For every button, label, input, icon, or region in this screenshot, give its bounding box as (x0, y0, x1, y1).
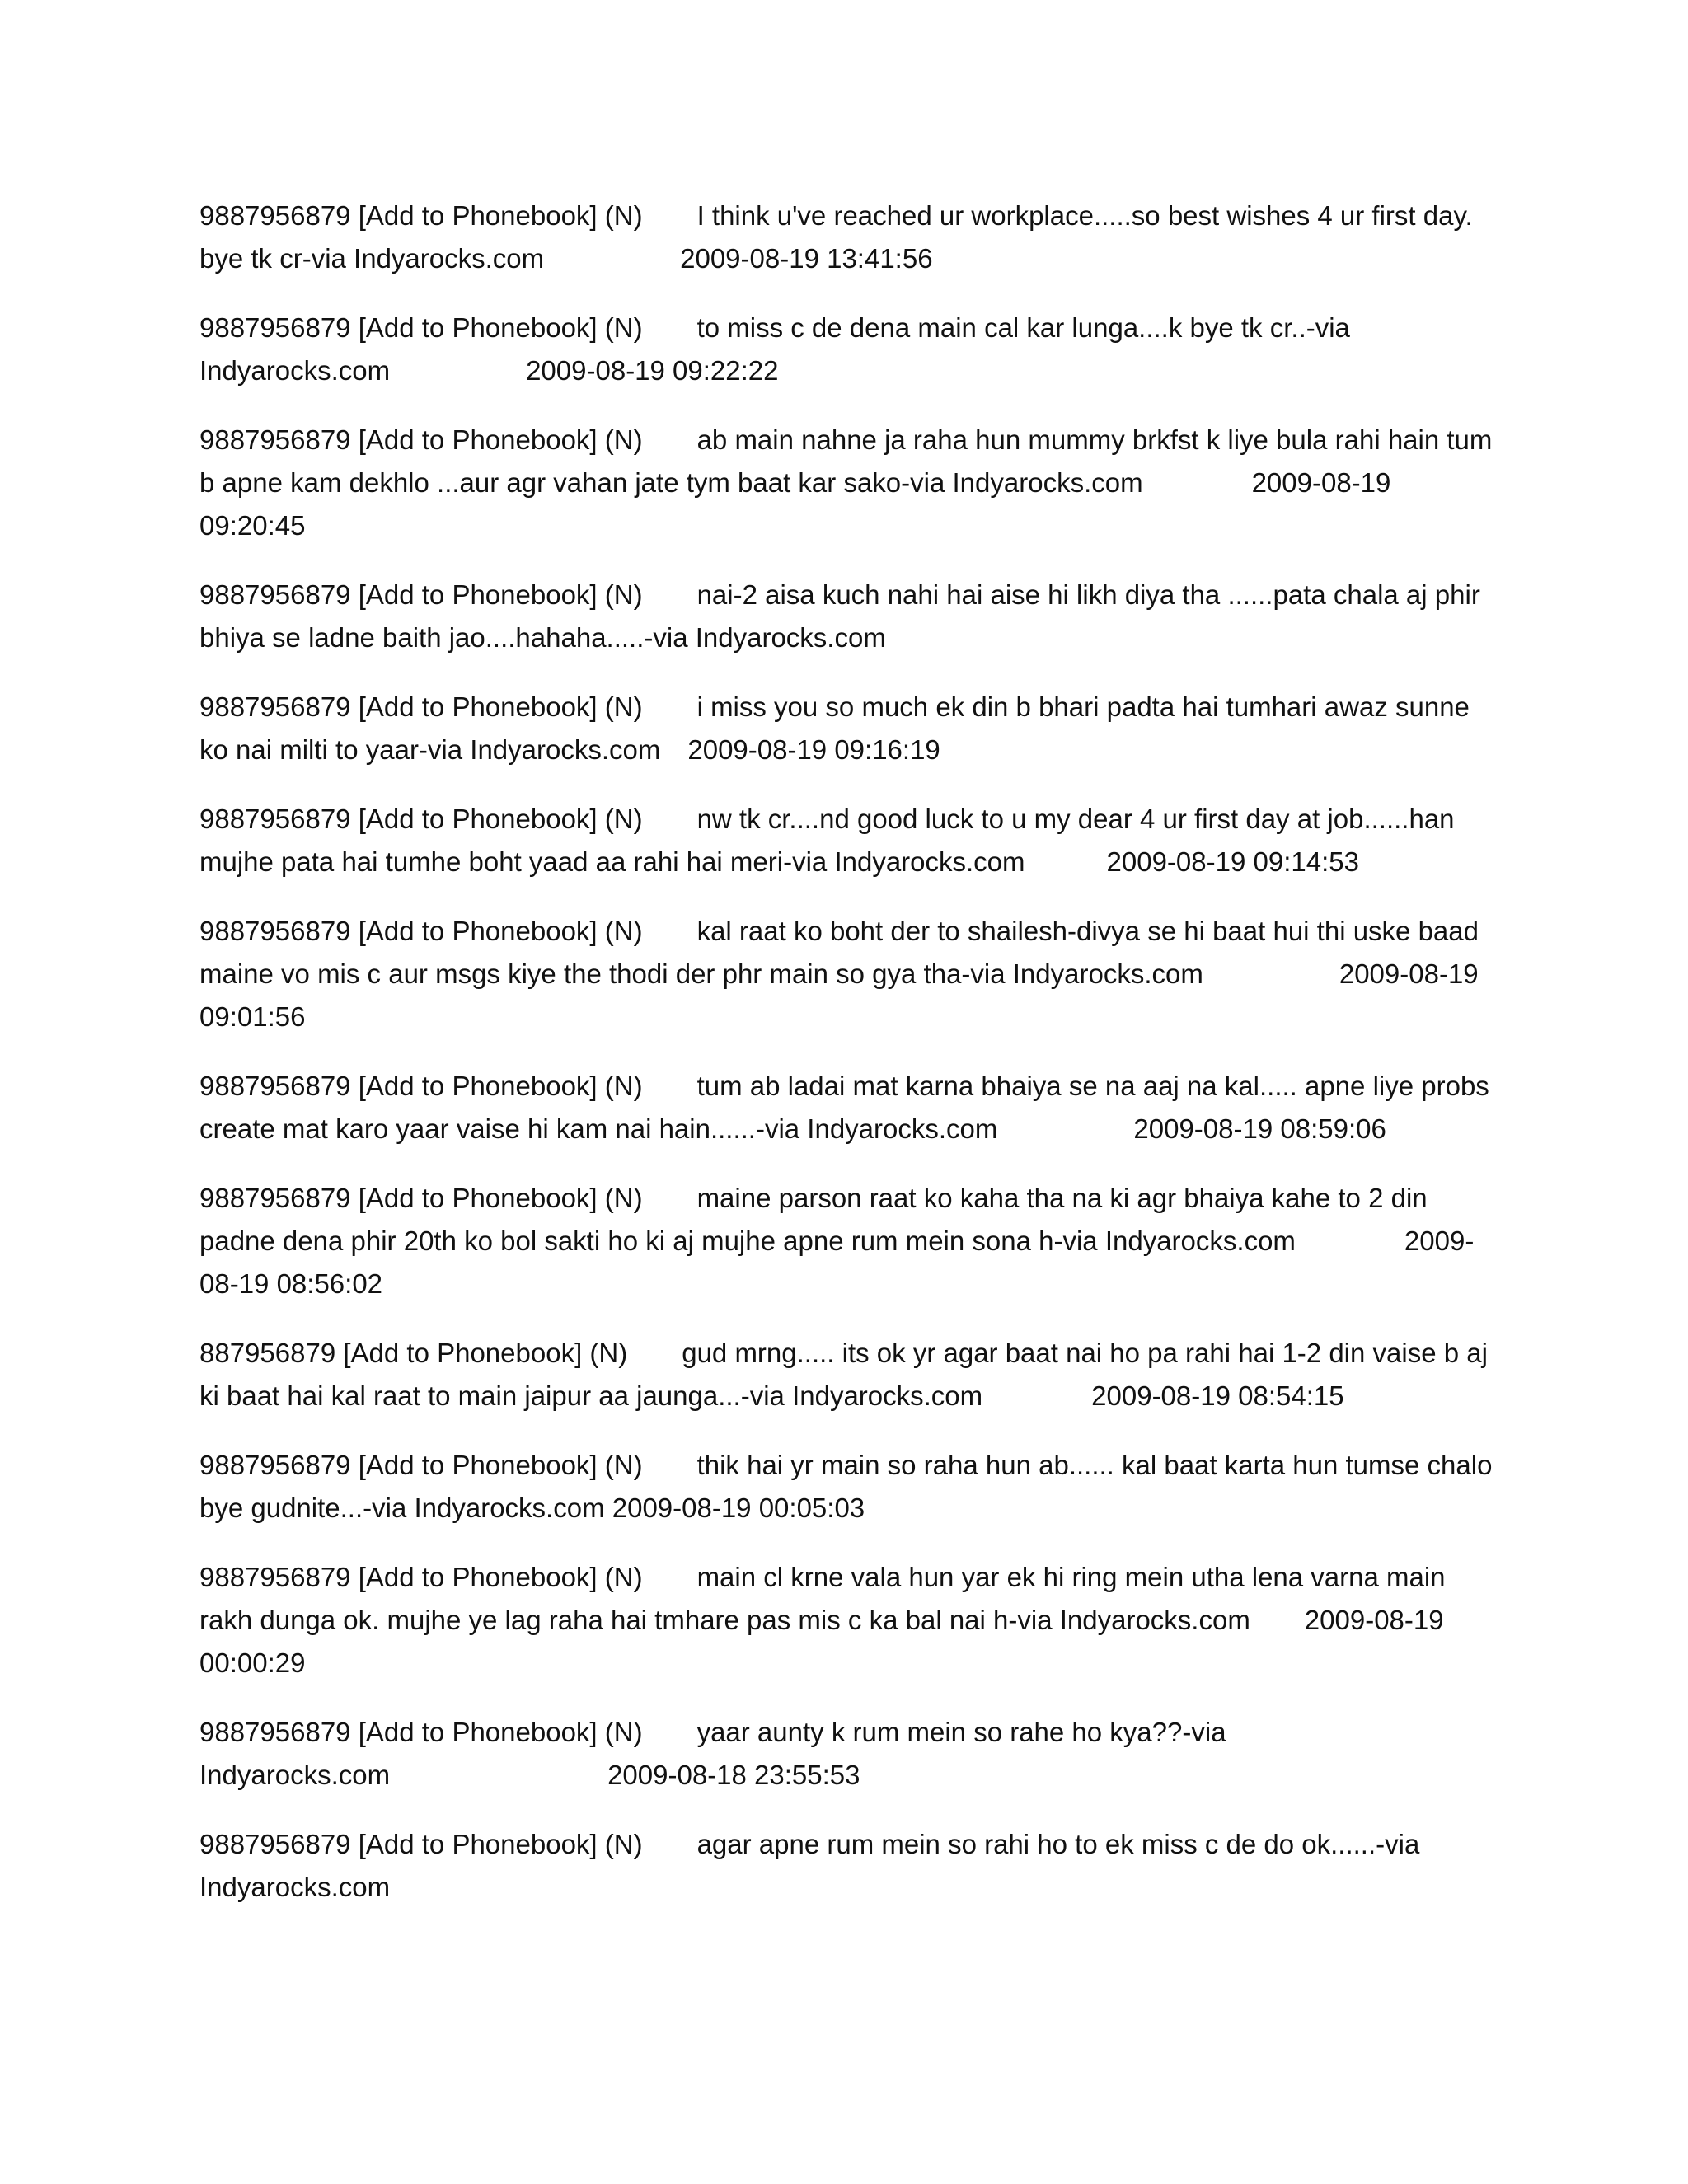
message-entry: 9887956879 [Add to Phonebook] (N) nai-2 aisa kuch nahi hai aise hi likh diya tha ......pata chala aj phir bhiya se ladne baith jao....hahaha.....-via Indyarocks.com (199, 579, 1488, 653)
message-entry: 9887956879 [Add to Phonebook] (N) I think u've reached ur workplace.....so best wishes 4 ur first day. bye tk cr-via Indyarocks.com 2009-08-19 13:41:56 (199, 200, 1480, 274)
message-entry: 9887956879 [Add to Phonebook] (N) i miss you so much ek din b bhari padta hai tumhari awaz sunne ko nai milti to yaar-via Indyarocks.com 2009-08-19 09:16:19 (199, 691, 1478, 765)
message-entry: 9887956879 [Add to Phonebook] (N) maine parson raat ko kaha tha na ki agr bhaiya kahe to 2 din padne dena phir 20th ko bol sakti ho ki aj mujhe apne rum mein sona h-via Indyarocks.com 2009-08-19 08:56:02 (199, 1183, 1475, 1299)
message-entry: 887956879 [Add to Phonebook] (N) gud mrng..... its ok yr agar baat nai ho pa rahi hai 1-2 din vaise b aj ki baat hai kal raat to main jaipur aa jaunga...-via Indyarocks.com 2009-08-19 08:54:15 (199, 1338, 1496, 1411)
message-entry: 9887956879 [Add to Phonebook] (N) kal raat ko boht der to shailesh-divya se hi baat hui thi uske baad maine vo mis c aur msgs kiye the thodi der phr main so gya tha-via Indyarocks.com 2009-08-19 09:01:56 (199, 916, 1487, 1032)
message-entry: 9887956879 [Add to Phonebook] (N) thik hai yr main so raha hun ab...... kal baat karta hun tumse chalo bye gudnite...-via Indyarocks.com 2009-08-19 00:05:03 (199, 1450, 1500, 1523)
message-entry: 9887956879 [Add to Phonebook] (N) yaar aunty k rum mein so rahe ho kya??-via Indyarocks.com 2009-08-18 23:55:53 (199, 1717, 1234, 1790)
message-entry: 9887956879 [Add to Phonebook] (N) agar apne rum mein so rahi ho to ek miss c de do ok......-via Indyarocks.com (199, 1829, 1428, 1902)
message-entry: 9887956879 [Add to Phonebook] (N) main cl krne vala hun yar ek hi ring mein utha lena varna main rakh dunga ok. mujhe ye lag raha hai tmhare pas mis c ka bal nai h-via Indyarocks.com 2009-08-19 00:00:29 (199, 1562, 1453, 1678)
message-entry: 9887956879 [Add to Phonebook] (N) nw tk cr....nd good luck to u my dear 4 ur first day at job......han mujhe pata hai tumhe boht yaad aa rahi hai meri-via Indyarocks.com 2009-08-19 09:14:53 (199, 804, 1462, 877)
message-entry: 9887956879 [Add to Phonebook] (N) ab main nahne ja raha hun mummy brkfst k liye bula rahi hain tum b apne kam dekhlo ...aur agr vahan jate tym baat kar sako-via Indyarocks.com 2009-08-19 09:20:45 (199, 424, 1500, 541)
message-log (199, 194, 1502, 1935)
message-entry: 9887956879 [Add to Phonebook] (N) to miss c de dena main cal kar lunga....k bye tk cr..-via Indyarocks.com 2009-08-19 09:22:22 (199, 312, 1358, 386)
message-entry: 9887956879 [Add to Phonebook] (N) tum ab ladai mat karna bhaiya se na aaj na kal..... apne liye probs create mat karo yaar vaise hi kam nai hain......-via Indyarocks.com 2009-08-19 08:59:06 (199, 1071, 1497, 1144)
